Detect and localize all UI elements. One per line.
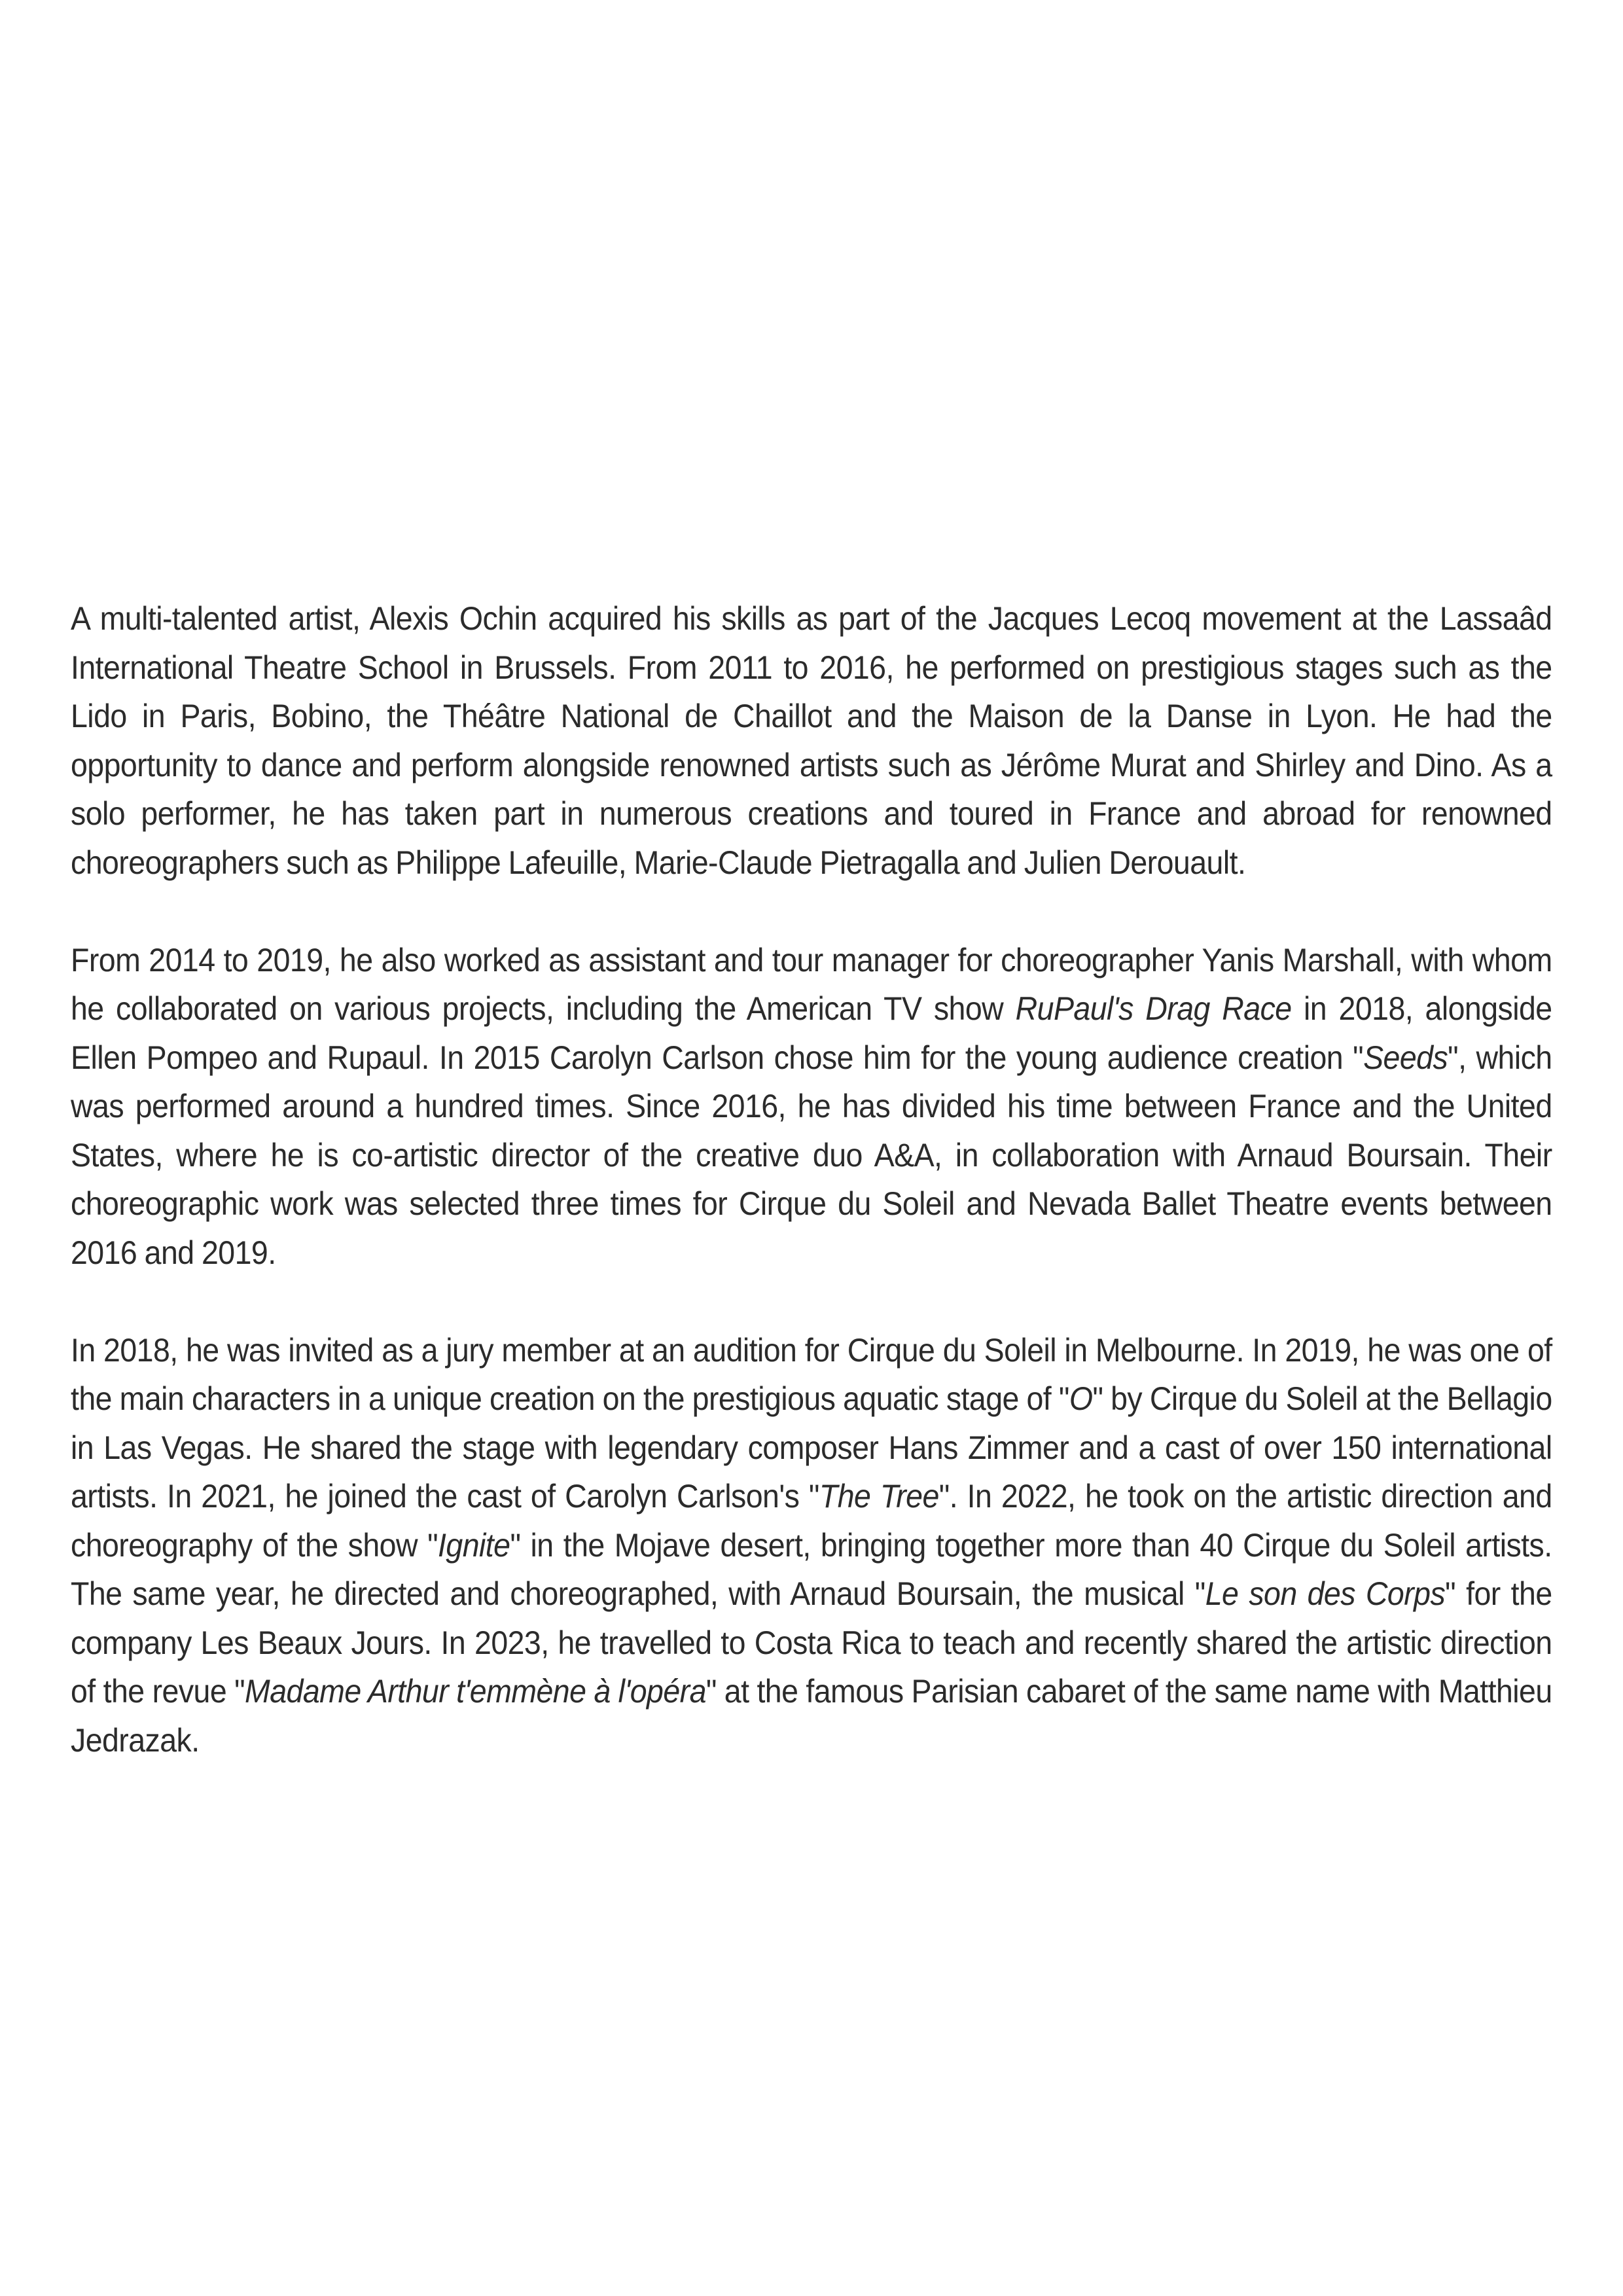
- text-segment: ". In 2022, he took on the artistic direction and choreography of the show ": [71, 1478, 1552, 1564]
- title-the-tree: The Tree: [819, 1478, 939, 1515]
- text-segment: In 2018, he was invited as a jury member at an audition for Cirque du Soleil in Melbourne. In 2019, he was one of the main characters in a unique creation on the prestigious aquatic stage of ": [71, 1331, 1552, 1417]
- title-madame-arthur: Madame Arthur t'emmène à l'opéra: [245, 1673, 706, 1710]
- text-segment: " for the company Les Beaux Jours. In 2023, he travelled to Costa Rica to teach and recently shared the artistic direction of the revue ": [71, 1575, 1552, 1710]
- text-segment: " in the Mojave desert, bringing together more than 40 Cirque du Soleil artists. The same year, he directed and choreographed, with Arnaud Boursain, the musical ": [71, 1526, 1552, 1612]
- title-le-son-des-corps: Le son des Corps: [1205, 1575, 1446, 1612]
- text-segment: A multi-talented artist, Alexis Ochin acquired his skills as part of the Jacques Lecoq movement at the Lassaâd International Theatre School in Brussels. From 2011 to 2016, he performed on prestigious stages such as the Lido in Paris, Bobino, the Théâtre National de Chaillot and the Maison de la Danse in Lyon. He had the opportunity to dance and perform alongside renowned artists such as Jérôme Murat and Shirley and Dino. As a solo performer, he has taken part in numerous creations and toured in France and abroad for renowned choreographers such as Philippe Lafeuille, Marie-Claude Pietragalla and Julien Derouault.: [71, 600, 1552, 881]
- paragraph-recent-work: [71, 1326, 1552, 1765]
- paragraph-assistant-and-a-and-a: [71, 936, 1552, 1278]
- text-segment: " at the famous Parisian cabaret of the same name with Matthieu Jedrazak.: [71, 1673, 1552, 1759]
- text-segment: ", which was performed around a hundred times. Since 2016, he has divided his time between France and the United States, where he is co-artistic director of the creative duo A&A, in collaboration with Arnaud Boursain. Their choreographic work was selected three times for Cirque du Soleil and Nevada Ballet Theatre events between 2016 and 2019.: [71, 1039, 1552, 1271]
- paragraph-training-early-career: [71, 594, 1552, 887]
- title-ignite: Ignite: [438, 1526, 510, 1564]
- biography-text: [71, 594, 1552, 1765]
- text-segment: " by Cirque du Soleil at the Bellagio in Las Vegas. He shared the stage with legendary composer Hans Zimmer and a cast of over 150 international artists. In 2021, he joined the cast of Carolyn Carlson's ": [71, 1380, 1552, 1515]
- text-segment: in 2018, alongside Ellen Pompeo and Rupaul. In 2015 Carolyn Carlson chose him for the young audience creation ": [71, 990, 1552, 1076]
- title-rupauls-drag-race: RuPaul's Drag Race: [1015, 990, 1292, 1027]
- text-segment: From 2014 to 2019, he also worked as assistant and tour manager for choreographer Yanis Marshall, with whom he collaborated on various projects, including the American TV show: [71, 941, 1552, 1027]
- title-seeds: Seeds: [1363, 1039, 1448, 1076]
- title-o: O: [1069, 1380, 1093, 1417]
